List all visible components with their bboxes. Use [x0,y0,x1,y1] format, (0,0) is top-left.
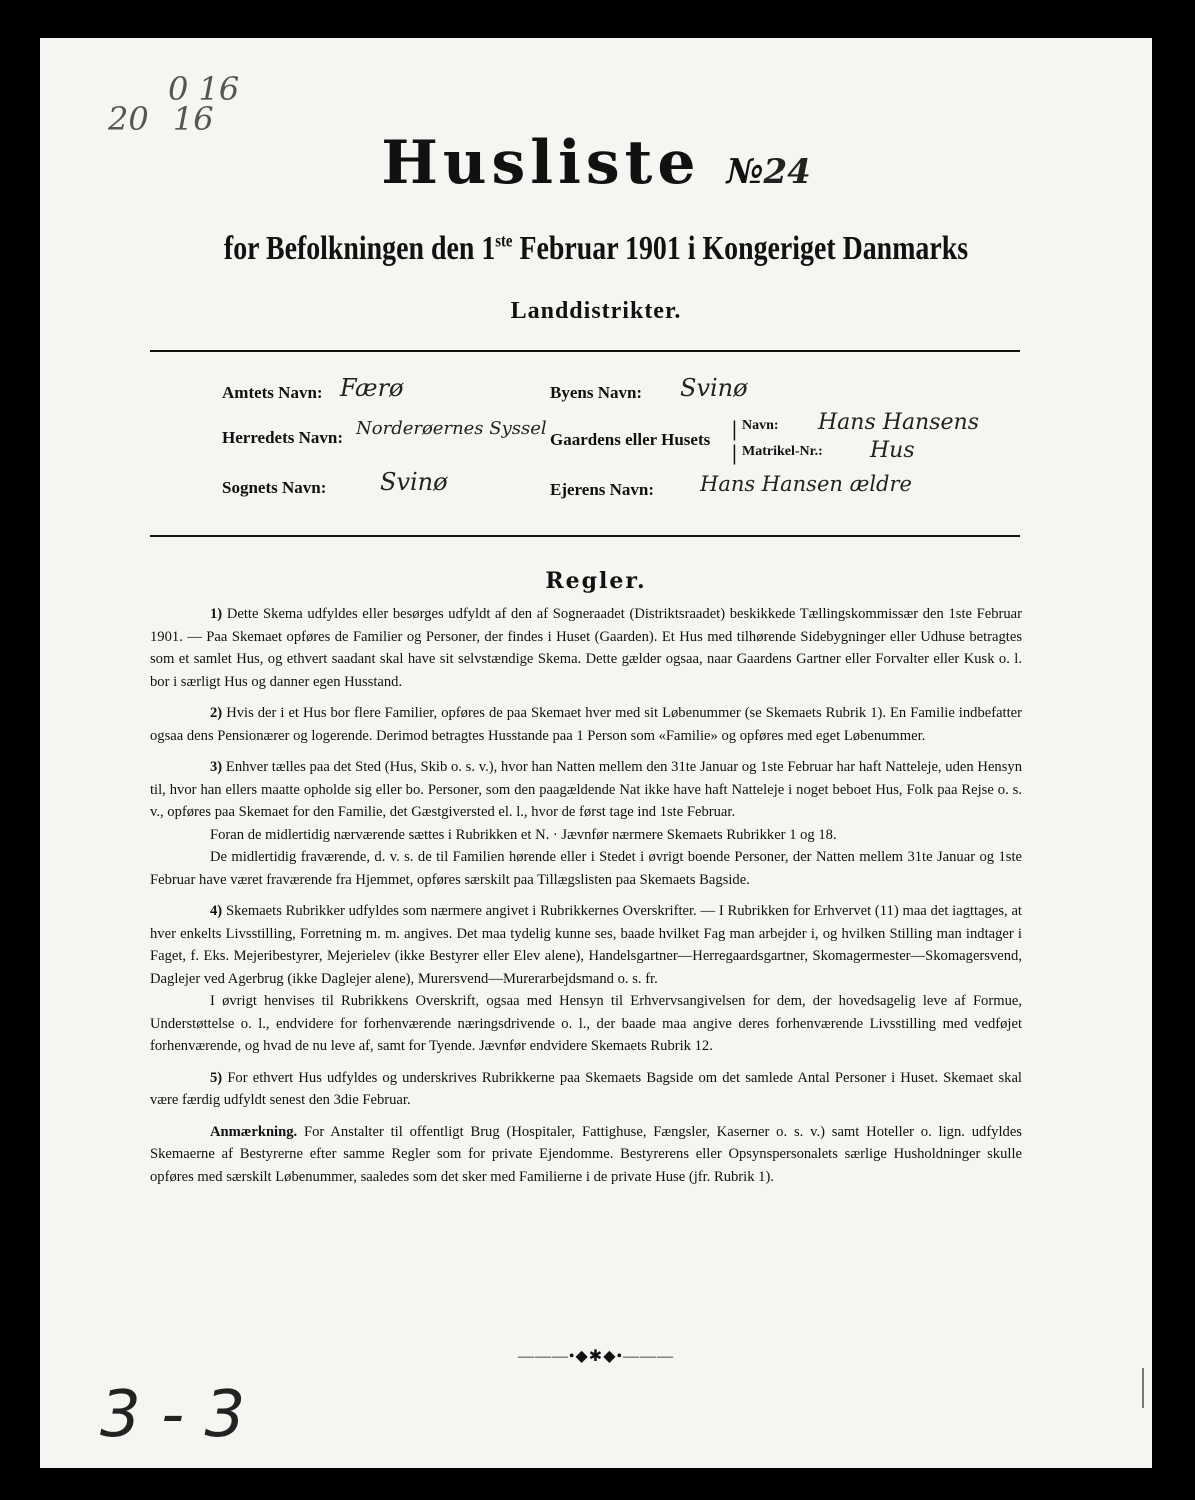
divider [150,535,1020,537]
amt-value: Færø [340,374,404,402]
bracket: | [732,416,737,441]
matr-value: Hus [870,438,915,463]
by-label: Byens Navn: [550,383,643,402]
ornament: ———•◆✱◆•——— [517,1348,675,1365]
rule-paragraph: 1) Dette Skema udfyldes eller besørges udfyldt af den af Sogneraadet (Distriktsraadet) beskikkede Tællingskommissær den 1ste Februar 1901. — Paa Skemaet opføres de Familier og Personer, der findes i Huset (Gaarden). Et Hus med tilhørende Sidebygninger eller Udhuse betragtes som et samlet Hus, og ethvert saadant skal have sit selvstændige Skema. Dette gælder ogsaa, naar Gaardens Gartner eller Forvalter eller Kusk o. l. bor i særligt Hus og danner egen Husstand. [150,606,1022,690]
rules-title: Regler. [545,568,647,594]
rule-paragraph: 2) Hvis der i et Hus bor flere Familier, opføres de paa Skemaet hver med sit Løbenummer (se Skemaets Rubrik 1). En Familie indbefatter ogsaa dens Pensionærer og logerende. Derimod betragtes Husstande paa 1 Person som «Familie» og opføres med eget Løbenummer. [150,705,1022,744]
bracket: | [732,440,737,465]
number-label: № [726,152,764,192]
herred-value: Norderøernes Syssel [356,418,547,439]
page-title [40,128,1152,198]
ejer-label: Ejerens Navn: [550,480,655,499]
rule-paragraph: 4) Skemaets Rubrikker udfyldes som nærmere angivet i Rubrikkernes Overskrifter. — I Rubrikken for Erhvervet (11) maa det iagttages, at hver enkelts Livsstilling, Forretning m. m. angives. Det maa tydelig kunne ses, baade hvilket Fag man arbejder i, og hvilken Stilling man indtager i Faget, f. Eks. Mejeribestyrer, Mejerielev (ikke Bestyrer eller Elev alene), Handelsgartner—Herregaardsgartner, Skomagermester—Skomagersvend, Daglejer ved Agerbrug (ikke Daglejer alene), Murersvend—Murerarbejdsmand o. s. fr. [150,903,1022,987]
rules-list [150,603,1022,1197]
herred-label: Herredets Navn: [222,428,344,447]
title-text: Husliste [381,128,701,198]
gaard-label: Gaardens eller Husets [550,430,711,449]
ejer-value: Hans Hansen ældre [700,472,912,496]
corner-note: 0 16 [168,70,240,108]
matr-label: Matrikel-Nr.: [742,444,823,459]
page-subtitle-district: Landdistrikter. [510,298,682,324]
divider [150,350,1020,352]
rule-paragraph: 3) Enhver tælles paa det Sted (Hus, Skib o. s. v.), hvor han Natten mellem den 31te Januar og 1ste Februar har haft Natteleje, uden Hensyn til, hvor han ellers maatte opholde sig eller bo. Personer, som den paagældende Nat ikke have haft Natteleje i noget beboet Hus, Folk paa Rejse o. s. v., opføres paa Skemaet for den Familie, det Gæstgiversted el. l., hvor de først tage ind 1ste Februar. [150,759,1022,820]
corner-archive-notes [108,70,240,138]
sogn-value: Svinø [380,468,448,496]
edge-mark [1142,1368,1144,1408]
rule-paragraph: Foran de midlertidig nærværende sættes i Rubrikken et N. · Jævnfør nærmere Skemaets Rubrikker 1 og 18. [210,826,837,843]
rule-note: Anmærkning. For Anstalter til offentligt Brug (Hospitaler, Fattighuse, Fængsler, Kaserner o. s. v.) samt Hoteller o. lign. udfyldes Skemaerne af Bestyrerne efter samme Regler som for private Ejendomme. Bestyrerens eller Opsynspersonalets særlige Husholdninger skulle opføres med særskilt Løbenummer, saaledes som det sker med Familierne i de private Huse (jfr. Rubrik 1). [150,1123,1022,1185]
rule-paragraph: De midlertidig fraværende, d. v. s. de til Familien hørende eller i Stedet i øvrigt boende Personer, der Natten mellem 31te Januar og 1ste Februar have været fraværende fra Hjemmet, opføres særskilt paa Tillægslisten paa Skemaets Bagside. [150,849,1022,888]
page-note: 3 - 3 [100,1378,246,1452]
navn-label: Navn: [742,418,779,433]
corner-note: 20 16 [108,100,214,138]
document-sheet [40,38,1152,1468]
navn-value: Hans Hansens [818,410,979,435]
number-value: 24 [763,152,811,192]
rule-paragraph: I øvrigt henvises til Rubrikkens Overskrift, ogsaa med Hensyn til Erhvervsangivelsen for dem, der hovedsagelig leve af Formue, Understøttelse o. l., endvidere for forhenværende næringsdrivende o. l., der baade maa angive deres forhenværende Livsstilling med vedføjet forhenværende, og hvad de nu leve af, samt for Tyende. Jævnfør endvidere Skemaets Rubrik 12. [150,993,1022,1054]
rule-paragraph: 5) For ethvert Hus udfyldes og underskrives Rubrikkerne paa Skemaets Bagside om det samlede Antal Personer i Huset. Skemaet skal være færdig udfyldt senest den 3die Februar. [150,1069,1022,1108]
amt-label: Amtets Navn: [222,383,323,402]
by-value: Svinø [680,374,748,402]
page-subtitle: for Befolkningen den 1ste Februar 1901 i Kongeriget Danmarks [223,230,969,267]
sogn-label: Sognets Navn: [222,478,327,497]
